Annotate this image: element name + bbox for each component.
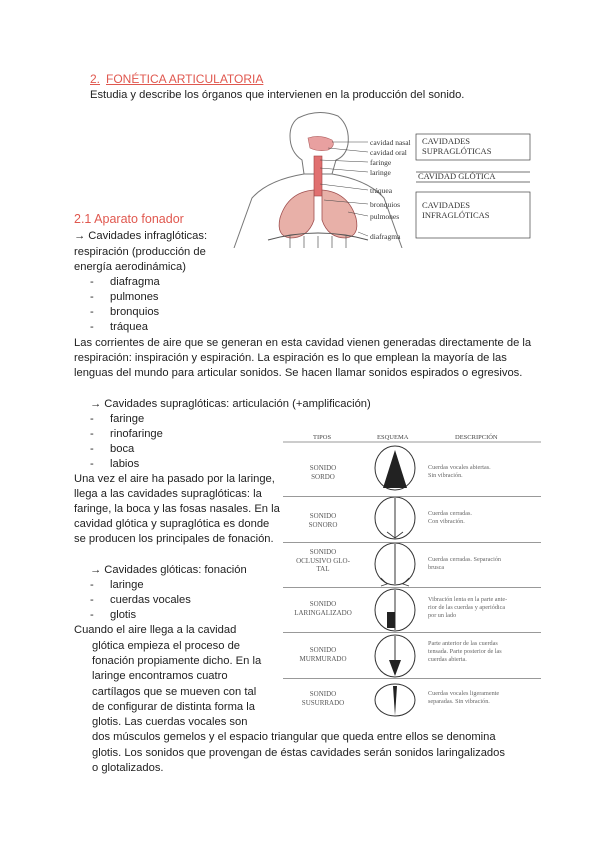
infra-line2: respiración (producción de xyxy=(74,246,206,258)
row-type-line: SUSURRADO xyxy=(301,698,345,707)
row-divider xyxy=(283,542,541,543)
box-infra-line1: CAVIDADES xyxy=(422,200,471,210)
row-desc-line: Con vibración. xyxy=(428,518,465,525)
list-item: labios xyxy=(110,458,140,470)
row-type xyxy=(283,464,363,481)
infra-line1: → Cavidades infraglóticas: xyxy=(74,230,208,242)
row-desc-line: Cuerdas cerradas. Separación xyxy=(428,556,502,563)
row-type-line: LARINGALIZADO xyxy=(294,608,352,617)
label-traquea: tráquea xyxy=(370,186,393,195)
row-desc xyxy=(428,556,540,572)
row-desc-line: Cuerdas vocales abiertas. xyxy=(428,464,491,471)
row-desc xyxy=(428,640,540,664)
paragraph-line: laringe encontramos cuatro xyxy=(92,670,228,682)
row-type xyxy=(283,690,363,707)
row-type xyxy=(283,548,363,574)
paragraph-line: Una vez el aire ha pasado por la laringe, xyxy=(74,473,275,485)
paragraph-line: cartílagos que se mueven con tal xyxy=(92,686,257,698)
paragraph-line: de configurar de distinta forma la xyxy=(92,701,255,713)
row-desc-line: separadas. Sin vibración. xyxy=(428,698,490,705)
row-desc-line: tensada. Parte posterior de las xyxy=(428,648,502,655)
section-title-text: FONÉTICA ARTICULATORIA xyxy=(106,72,264,86)
row-desc-line: rior de las cuerdas y aperiódica xyxy=(428,604,506,611)
list-item: cuerdas vocales xyxy=(110,594,191,606)
section-number: 2. xyxy=(90,72,101,86)
paragraph-line: dos músculos gemelos y el espacio triangular que queda entre ellos se denomina xyxy=(92,731,496,743)
paragraph-line: glótica empieza el proceso de xyxy=(92,640,241,652)
row-divider xyxy=(283,632,541,633)
paragraph-line: Las corrientes de aire que se generan en esta cavidad vienen generadas directamente de la xyxy=(74,337,532,349)
section-title xyxy=(90,72,263,86)
list-item: pulmones xyxy=(110,291,159,303)
list-item: faringe xyxy=(110,413,145,425)
paragraph-line: llega a las cavidades supraglóticas: la xyxy=(74,488,262,500)
list-item: rinofaringe xyxy=(110,428,163,440)
paragraph-line: se producen los principales de fonación. xyxy=(74,533,274,545)
table-header-esquema: ESQUEMA xyxy=(377,434,409,441)
paragraph-line: glotis. Los sonidos que provengan de éstas cavidades serán sonidos laringalizados xyxy=(92,747,505,759)
row-type-line: MURMURADO xyxy=(299,654,347,663)
phonation-table xyxy=(283,434,541,718)
list-item: bronquios xyxy=(110,306,160,318)
paragraph-line: glotis. Las cuerdas vocales son xyxy=(92,716,248,728)
list-item: boca xyxy=(110,443,135,455)
row-desc xyxy=(428,596,540,620)
list-item: diafragma xyxy=(110,276,160,288)
row-divider xyxy=(283,587,541,588)
label-bronquios: bronquios xyxy=(370,200,400,209)
row-desc-line: Cuerdas cerradas. xyxy=(428,510,472,517)
row-type xyxy=(283,600,363,617)
box-glotica: CAVIDAD GLÓTICA xyxy=(418,171,496,181)
row-type-line: SONORO xyxy=(308,520,338,529)
paragraph-line: fonación propiamente dicho. En la xyxy=(92,655,262,667)
row-desc-line: Vibración lenta en la parte ante- xyxy=(428,596,508,603)
label-diafragma: diafragma xyxy=(370,232,401,241)
intro-text: Estudia y describe los órganos que intervienen en la producción del sonido. xyxy=(90,89,465,101)
label-laringe: laringe xyxy=(370,168,391,177)
row-type-line: TAL xyxy=(316,565,330,573)
row-type-line: SONIDO xyxy=(309,690,337,698)
infra-line3: energía aerodinámica) xyxy=(74,261,186,273)
paragraph-line: o glotalizados. xyxy=(92,762,164,774)
label-pulmones: pulmones xyxy=(370,212,400,221)
label-cavidad-oral: cavidad oral xyxy=(370,148,407,157)
row-type xyxy=(283,512,363,529)
row-desc-line: por un lado xyxy=(428,612,457,619)
paragraph-line: cavidad glótica y supraglótica es donde xyxy=(74,518,270,530)
list-item: laringe xyxy=(110,579,144,591)
label-cavidad-nasal: cavidad nasal xyxy=(370,138,411,147)
anatomy-figure xyxy=(228,108,538,248)
paragraph-line: Cuando el aire llega a la cavidad xyxy=(74,624,237,636)
box-infra-line2: INFRAGLÓTICAS xyxy=(422,209,490,220)
row-divider xyxy=(283,678,541,679)
row-desc xyxy=(428,690,540,706)
row-type-line: OCLUSIVO GLO- xyxy=(296,556,350,565)
supra-heading: → Cavidades supraglóticas: articulación (+amplificación) xyxy=(90,398,371,410)
row-type-line: SONIDO xyxy=(309,548,337,556)
row-desc xyxy=(428,464,540,480)
row-desc-line: brusca xyxy=(428,564,445,571)
row-desc xyxy=(428,510,540,526)
glot-heading: → Cavidades glóticas: fonación xyxy=(90,564,247,576)
row-type-line: SORDO xyxy=(311,472,335,481)
row-desc-line: Parte anterior de las cuerdas xyxy=(428,640,498,647)
paragraph-line: lenguas del mundo para articular sonidos. Se hacen llamar sonidos espirados o egresivos. xyxy=(74,367,523,379)
box-supraglotica xyxy=(422,137,491,156)
row-type-line: SONIDO xyxy=(309,464,337,472)
row-desc-line: cuerdas abierta. xyxy=(428,656,467,663)
paragraph-line: respiración: inspiración y espiración. La espiración es lo que emplean la mayoría de las xyxy=(74,352,507,364)
row-desc-line: Sin vibración. xyxy=(428,472,463,479)
row-desc-line: Cuerdas vocales ligeramente xyxy=(428,690,500,697)
row-divider xyxy=(283,496,541,497)
box-supra-line1: CAVIDADES xyxy=(422,136,471,146)
row-type-line: SONIDO xyxy=(309,646,337,654)
paragraph-line: faringe, la boca y las fosas nasales. En la xyxy=(74,503,280,515)
subsection-title: 2.1 Aparato fonador xyxy=(74,212,184,226)
list-item: tráquea xyxy=(110,321,148,333)
list-item: glotis xyxy=(110,609,137,621)
label-faringe: faringe xyxy=(370,158,392,167)
table-header-descripcion: DESCRIPCIÓN xyxy=(455,434,498,441)
row-type xyxy=(283,646,363,663)
row-type-line: SONIDO xyxy=(309,512,337,520)
box-supra-line2: SUPRAGLÓTICAS xyxy=(422,145,492,156)
row-type-line: SONIDO xyxy=(309,600,337,608)
box-infraglotica xyxy=(422,201,490,220)
table-header-tipos: TIPOS xyxy=(313,434,332,441)
